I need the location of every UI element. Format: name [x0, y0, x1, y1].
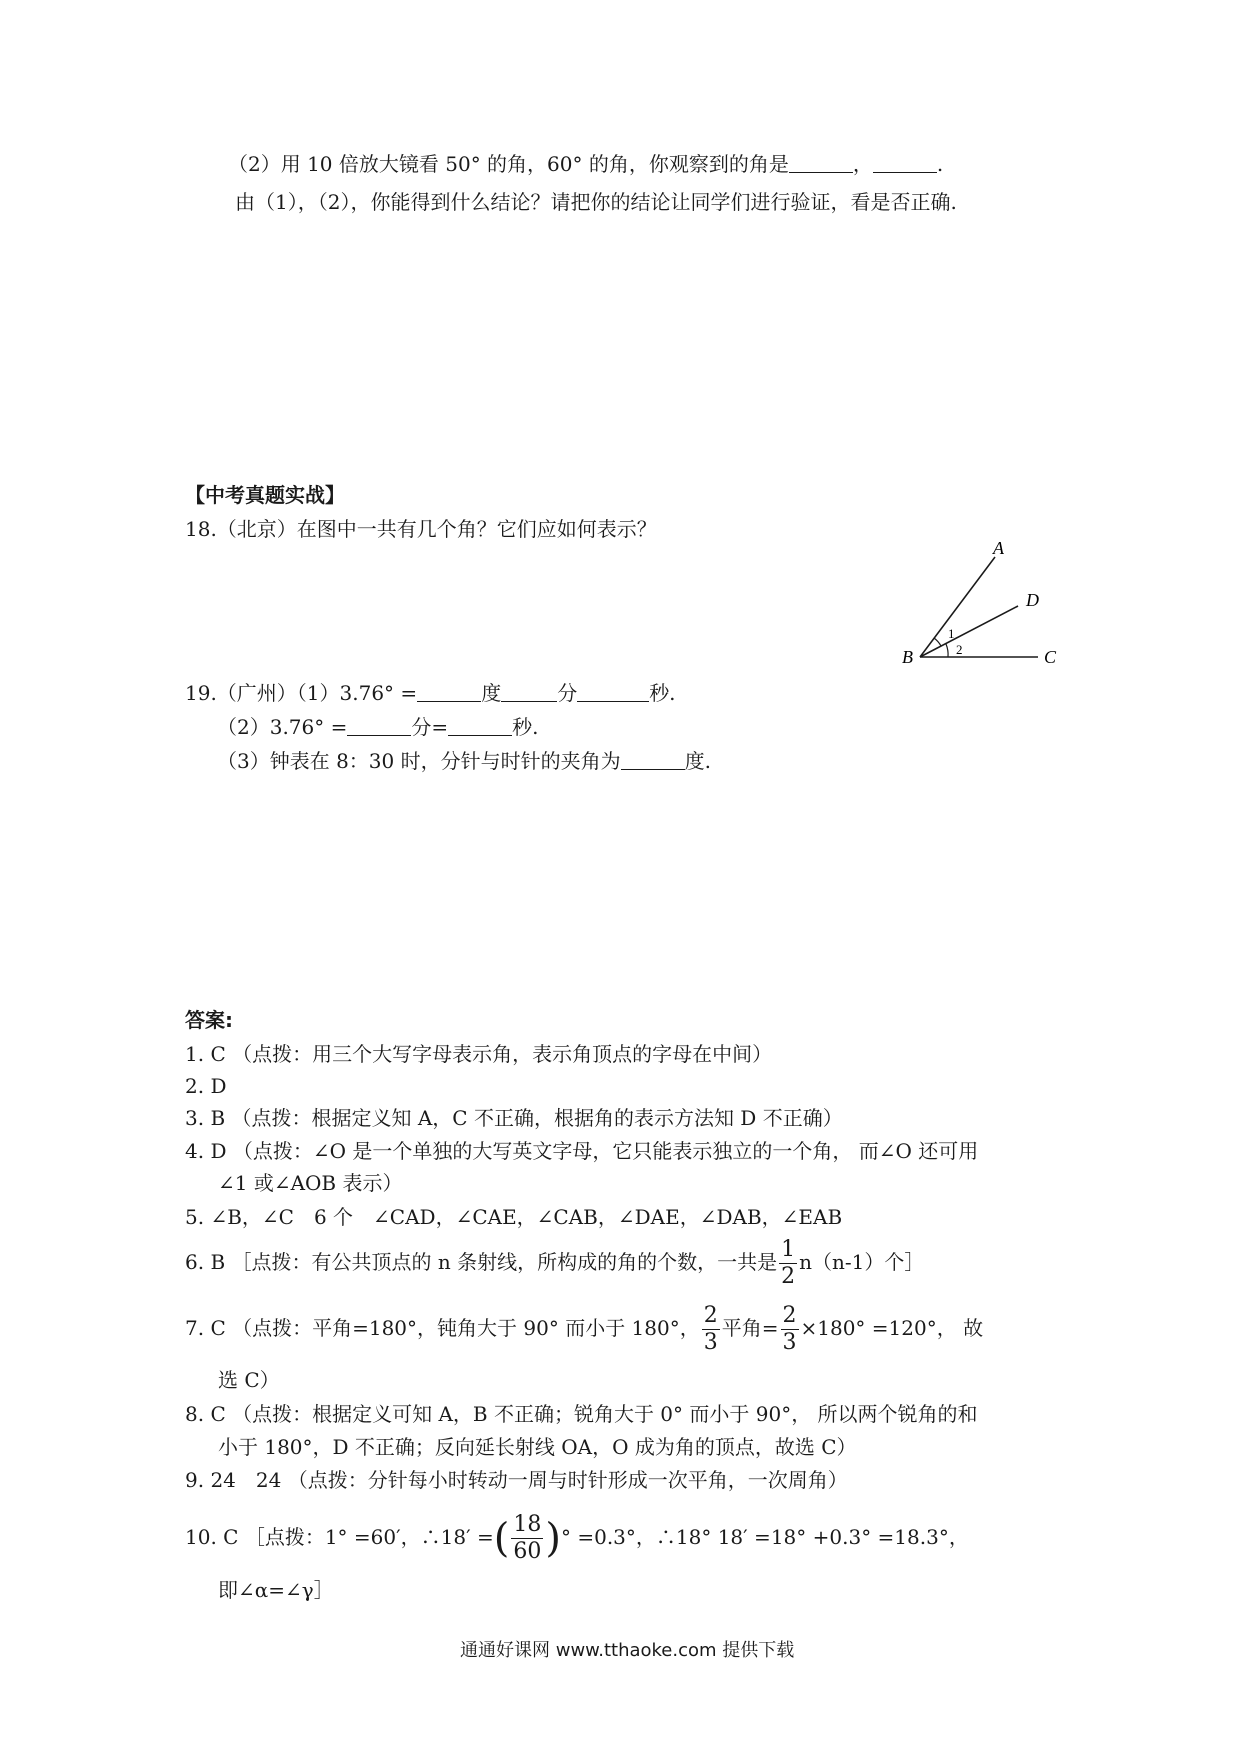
fraction-two-thirds: [702, 1303, 720, 1356]
unit-second: 秒.: [512, 715, 539, 739]
answer-6-text: 6. B ［点拨：有公共顶点的 n 条射线，所构成的角的个数，一共是: [185, 1250, 778, 1274]
answer-7-tail: ×180° =120°， 故: [800, 1316, 984, 1340]
answer-10-line2: 即∠α=∠γ］: [218, 1578, 334, 1602]
answer-blank[interactable]: [417, 681, 481, 702]
fraction-denominator: 3: [782, 1330, 797, 1355]
fraction-numerator: 18: [513, 1512, 542, 1537]
fraction-numerator: 2: [703, 1303, 718, 1328]
answer-blank[interactable]: [873, 152, 937, 173]
angle-arc-1: [934, 638, 941, 646]
paren-left: (: [493, 1515, 510, 1562]
answer-3: 3. B （点拨：根据定义知 A，C 不正确，根据角的表示方法知 D 不正确）: [185, 1106, 843, 1130]
answer-4-line1: 4. D （点拨：∠O 是一个单独的大写英文字母，它只能表示独立的一个角， 而∠O 还可用: [185, 1139, 979, 1163]
answer-blank[interactable]: [347, 715, 411, 736]
paren-right: ): [545, 1515, 561, 1562]
q19-part3-text: （3）钟表在 8：30 时，分针与时针的夹角为: [217, 749, 621, 773]
answer-2: 2. D: [185, 1074, 227, 1098]
q19-part2: [217, 713, 539, 741]
fraction-two-thirds: [781, 1303, 799, 1356]
answer-5: 5. ∠B，∠C 6 个 ∠CAD，∠CAE，∠CAB，∠DAE，∠DAB，∠EAB: [185, 1205, 843, 1229]
answer-10: [185, 1512, 969, 1565]
q19-part1: [185, 679, 676, 707]
answer-7-text: 7. C （点拨：平角=180°，钝角大于 90° 而小于 180°，: [185, 1316, 700, 1340]
separator: ，: [852, 152, 873, 176]
angle-figure: [890, 540, 1070, 670]
q19-part3: [217, 747, 711, 775]
label-a: A: [993, 540, 1004, 558]
fraction-one-half: [779, 1237, 797, 1290]
label-angle-1: 1: [948, 626, 955, 641]
answer-blank[interactable]: [577, 681, 649, 702]
fraction-denominator: 2: [781, 1264, 796, 1289]
answers-heading: 答案:: [185, 1008, 233, 1032]
answer-7-mid: 平角=: [721, 1316, 779, 1340]
unit-minute: 分: [557, 681, 578, 705]
fraction-denominator: 3: [703, 1330, 718, 1355]
label-angle-2: 2: [956, 642, 963, 657]
label-b: B: [902, 647, 913, 667]
ray-bd: [920, 606, 1018, 657]
answer-1: 1. C （点拨：用三个大写字母表示角，表示角顶点的字母在中间）: [185, 1042, 773, 1066]
q17-conclusion: 由（1），（2），你能得到什么结论？请把你的结论让同学们进行验证，看是否正确.: [235, 190, 957, 214]
answer-10-text: 10. C ［点拨：1° =60′，∴18′ =: [185, 1525, 494, 1549]
answer-6-tail: n（n-1）个］: [799, 1250, 925, 1274]
answer-blank[interactable]: [621, 749, 685, 770]
label-c: C: [1044, 647, 1057, 667]
period: .: [936, 152, 944, 176]
answer-8-line1: 8. C （点拨：根据定义可知 A，B 不正确；锐角大于 0° 而小于 90°， 所以两个锐角的和: [185, 1402, 978, 1426]
q17-part2-line: [228, 150, 943, 178]
q19-part1-text: 19.（广州）（1）3.76° =: [185, 681, 418, 705]
q18-text: 18.（北京）在图中一共有几个角？它们应如何表示？: [185, 517, 657, 541]
unit-degree: 度.: [684, 749, 711, 773]
answer-7: [185, 1303, 983, 1356]
answer-10-tail: ° =0.3°，∴18° 18′ =18° +0.3° =18.3°，: [560, 1525, 969, 1549]
angle-arc-2: [946, 644, 948, 657]
answer-6: [185, 1237, 924, 1290]
unit-minute: 分=: [411, 715, 449, 739]
q19-part2-text: （2）3.76° =: [217, 715, 348, 739]
footer-credit: 通通好课网 www.tthaoke.com 提供下载: [460, 1640, 795, 1661]
fraction-denominator: 60: [513, 1539, 542, 1564]
label-d: D: [1026, 590, 1039, 610]
answer-7-line2: 选 C）: [218, 1368, 280, 1392]
fraction-numerator: 2: [782, 1303, 797, 1328]
unit-degree: 度: [481, 681, 502, 705]
q17-part2-text: （2）用 10 倍放大镜看 50° 的角，60° 的角，你观察到的角是: [228, 152, 789, 176]
answer-8-line2: 小于 180°，D 不正确；反向延长射线 OA，O 成为角的顶点，故选 C）: [218, 1435, 857, 1459]
answer-blank[interactable]: [448, 715, 512, 736]
answer-9: 9. 24 24 （点拨：分针每小时转动一周与时针形成一次平角，一次周角）: [185, 1468, 848, 1492]
answer-blank[interactable]: [789, 152, 853, 173]
answer-blank[interactable]: [501, 681, 557, 702]
fraction-18-60: [511, 1512, 543, 1565]
section-heading: 【中考真题实战】: [185, 483, 345, 507]
answer-4-line2: ∠1 或∠AOB 表示）: [218, 1171, 403, 1195]
unit-second: 秒.: [649, 681, 676, 705]
fraction-numerator: 1: [781, 1237, 796, 1262]
